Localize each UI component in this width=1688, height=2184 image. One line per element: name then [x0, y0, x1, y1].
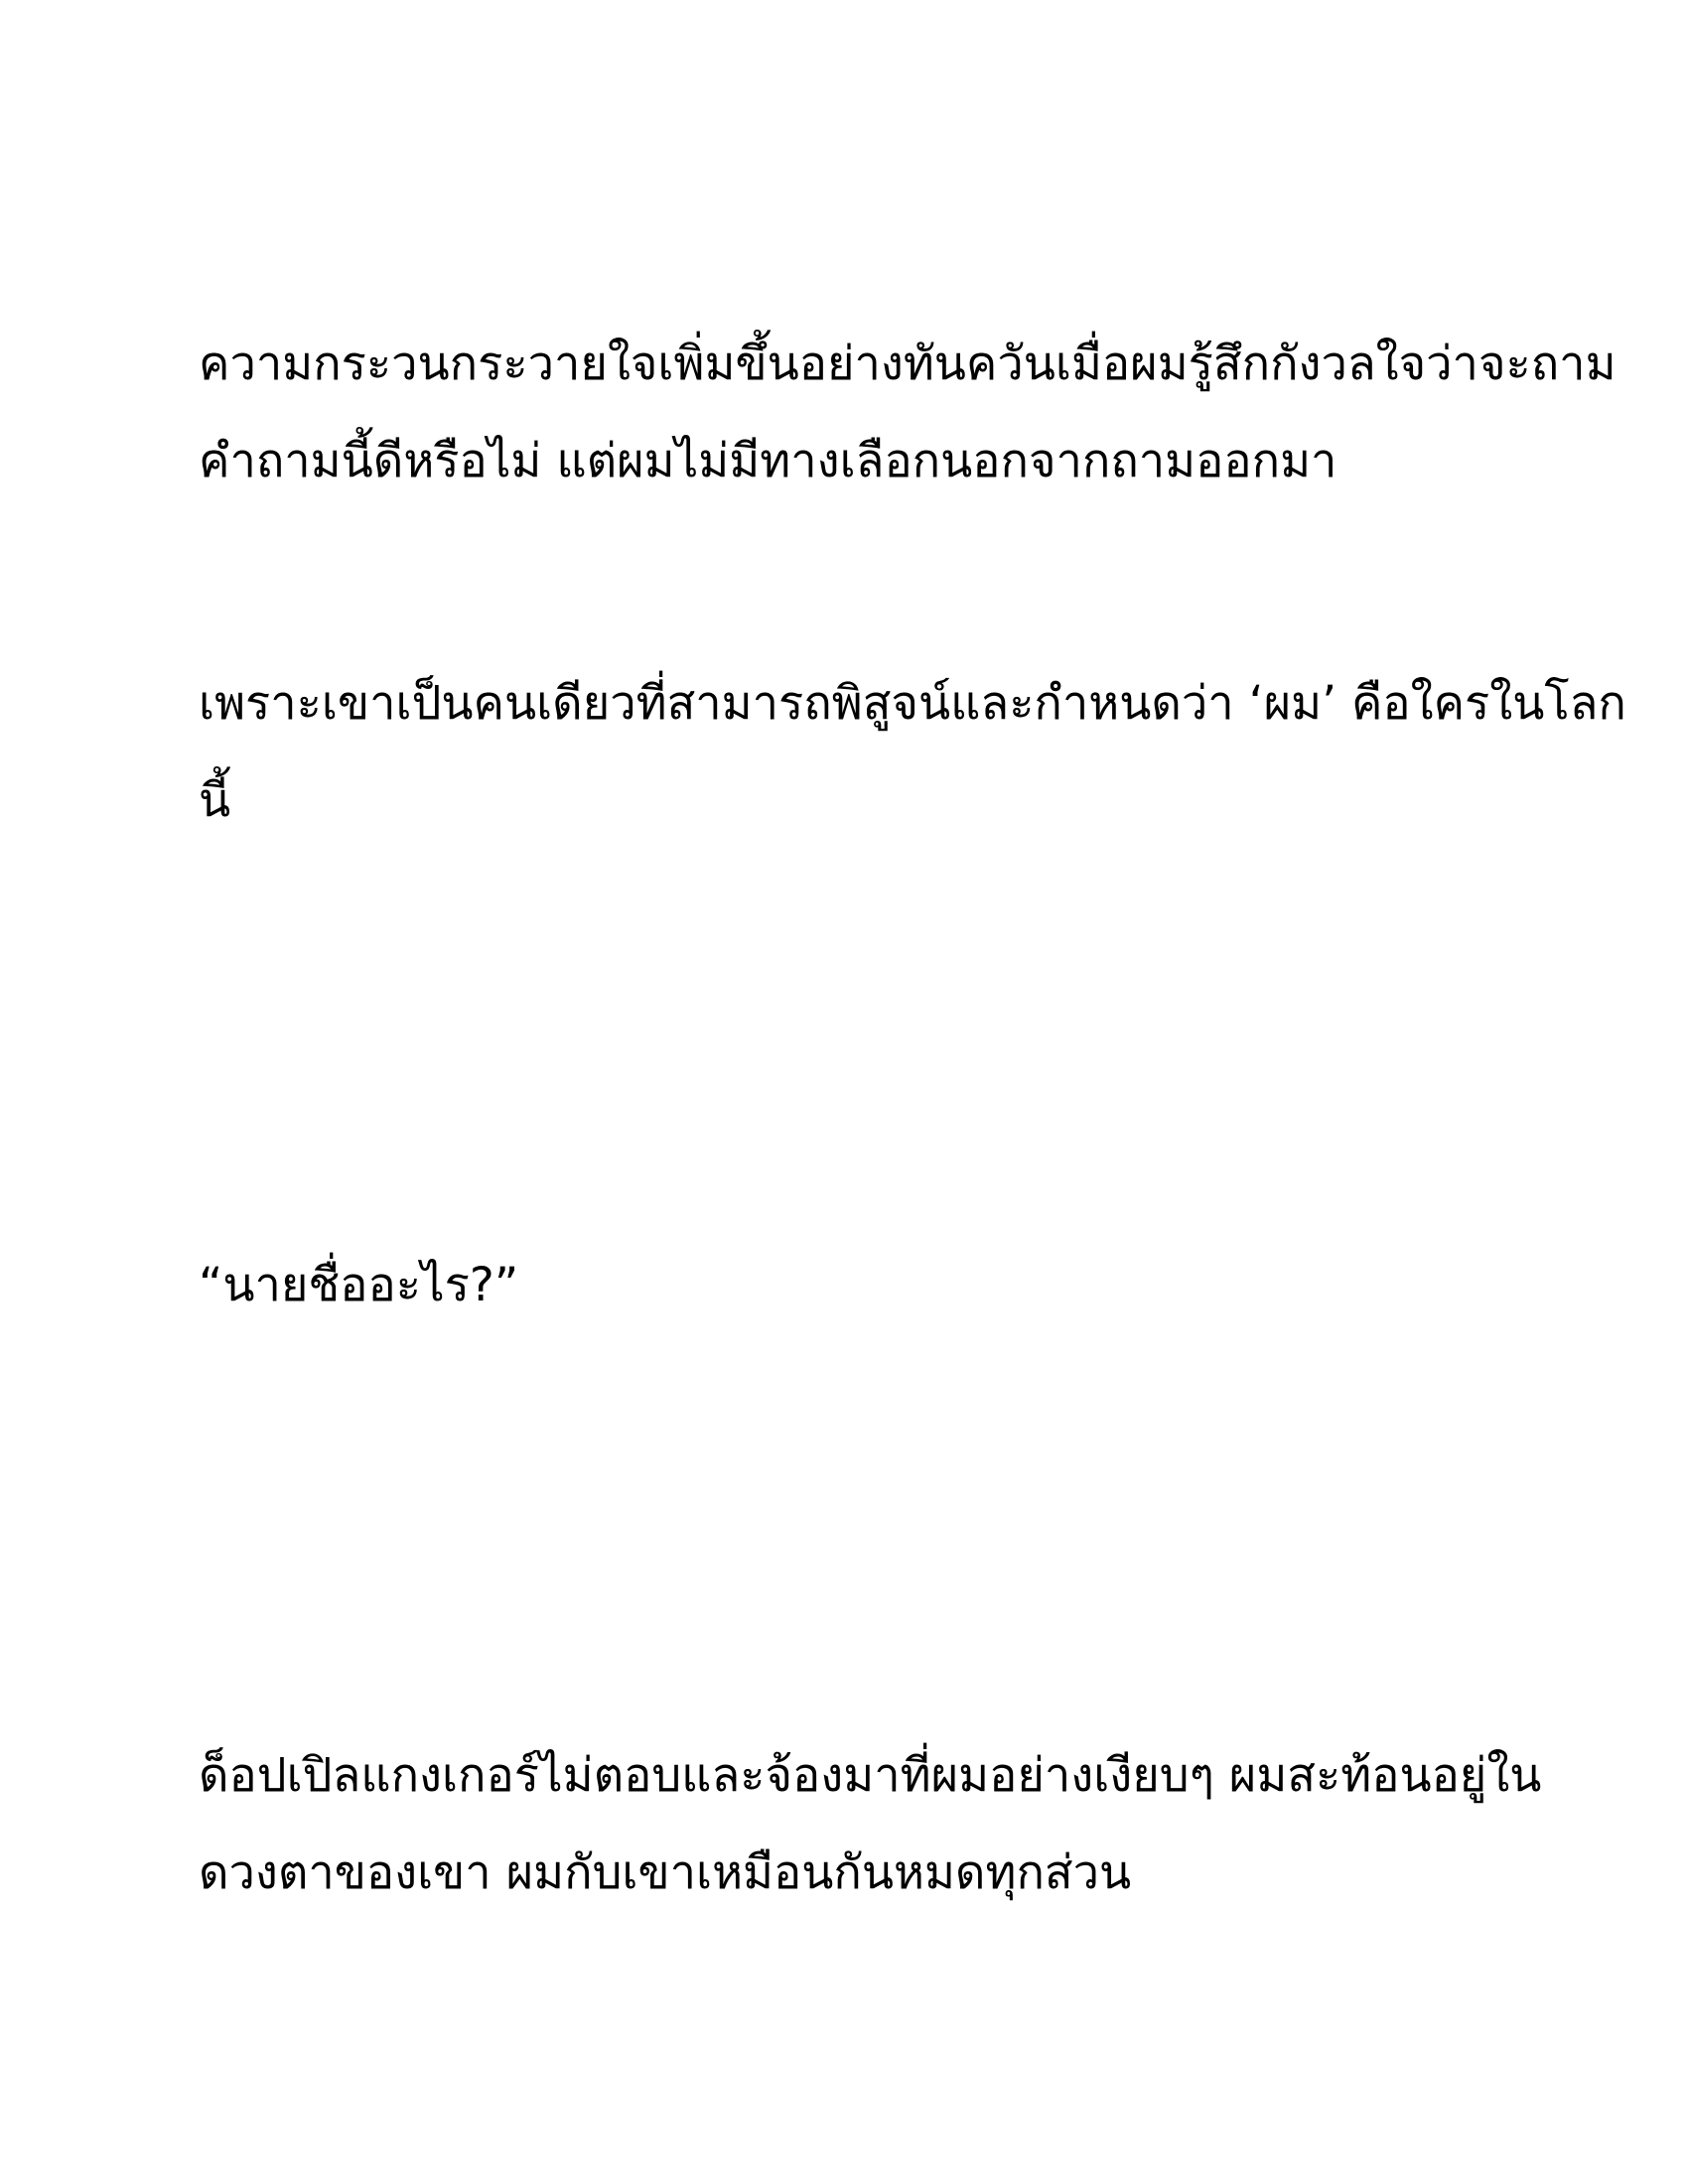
paragraph-line: ดวงตาของเขา ผมกับเขาเหมือนกันหมดทุกส่วน — [199, 1845, 1132, 1900]
paragraph-line: นี้ — [199, 773, 231, 828]
paragraph-line: ด็อปเปิลแกงเกอร์ไม่ตอบและจ้องมาที่ผมอย่างเงียบๆ ผมสะท้อนอยู่ใน — [199, 1748, 1542, 1803]
paragraph-reason — [199, 655, 1626, 850]
paragraph-line: ความกระวนกระวายใจเพิ่มขึ้นอย่างทันควันเมื่อผมรู้สึกกังวลใจว่าจะถาม — [199, 337, 1617, 391]
dialogue-question — [199, 1237, 1489, 1334]
paragraph-line: เพราะเขาเป็นคนเดียวที่สามารถพิสูจน์และกำหนดว่า ‘ผม’ คือใครในโลก — [199, 676, 1626, 731]
paragraph-doppelganger — [199, 1727, 1542, 1922]
dialogue-line: “นายชื่ออะไร?” — [199, 1258, 519, 1312]
paragraph-line: คำถามนี้ดีหรือไม่ แต่ผมไม่มีทางเลือกนอกจากถามออกมา — [199, 434, 1337, 488]
paragraph-anxiety — [199, 316, 1617, 510]
